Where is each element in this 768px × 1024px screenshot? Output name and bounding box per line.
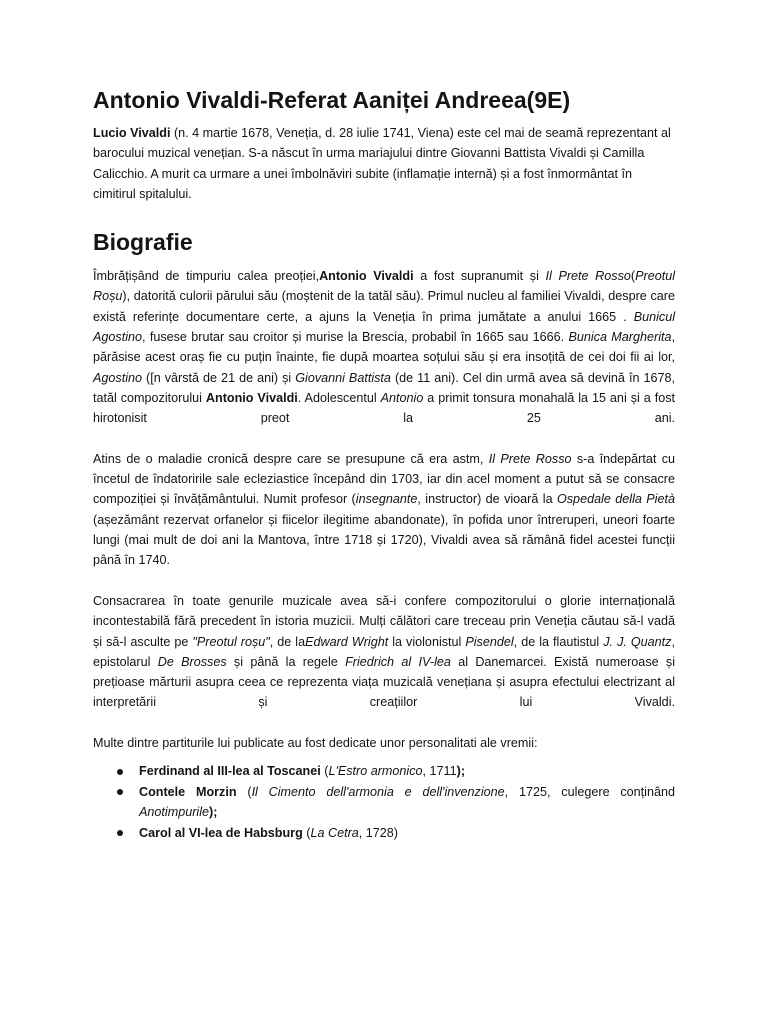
section-heading: Biografie (93, 229, 193, 256)
biography-paragraph (93, 449, 675, 571)
text-run: ), datorită culorii părului său (moștenit de la tatăl său). Primul nucleu al familiei Vivaldi, despre care există referințe documentare certe, a ajuns la Veneția în prima jumătate a anului 1665 . (93, 289, 675, 324)
text-run: Consacrarea în toate genurile muzicale avea să-i confere compozitorului o glorie internațională incontestabilă fără precedent în istoria muzicii. Mulți călători care treceau prin Veneția căutau să-l vadă și să-l asculte pe (93, 593, 675, 649)
bold-text: Contele Morzin (139, 784, 237, 799)
list-item (93, 823, 675, 844)
italic-text: Bunicul Agostino (93, 309, 675, 345)
text-run: ( (236, 784, 252, 799)
text-run: , 1728) (358, 825, 398, 840)
italic-text: Il Prete Rosso (545, 269, 631, 284)
text-run: , instructor) de vioară la (417, 492, 557, 507)
bold-text: ); (456, 764, 466, 779)
text-run: Îmbrățișând de timpuriu calea preoției, (93, 269, 320, 284)
intro-paragraph (93, 123, 675, 204)
text-run: , de la flautistul (513, 634, 604, 649)
italic-text: L'Estro armonico (328, 764, 423, 779)
bullet-icon (117, 769, 123, 775)
list-item (93, 782, 675, 823)
text-run: , de la (269, 634, 306, 649)
italic-text: J. J. Quantz (603, 634, 672, 649)
italic-text: De Brosses (157, 654, 227, 669)
text-run: . Adolescentul (297, 390, 381, 405)
italic-text: Antonio (380, 390, 424, 405)
list-item-text (139, 823, 675, 844)
bold-text: Ferdinand al III-lea al Toscanei (139, 764, 321, 779)
italic-text: Edward Wright (305, 634, 389, 649)
text-run: și până la regele (226, 654, 346, 669)
italic-text: Ospedale della Pietà (556, 492, 675, 507)
italic-text: Giovanni Battista (295, 370, 391, 385)
text-run: Atins de o maladie cronică despre care se presupune că era astm, (93, 451, 489, 466)
text-run: ( (302, 825, 311, 840)
text-run: la violonistul (388, 634, 466, 649)
italic-text: Agostino (93, 370, 143, 385)
text-run: , fusese brutar sau croitor și murise la Brescia, probabil în 1665 sau 1666. (142, 330, 569, 345)
text-run: , părăsise acest oraș fie cu puțin înainte, fie după moartea soțului său și era insoțită de cei doi fii ai lor, (93, 330, 675, 365)
italic-text: Anotimpurile (139, 805, 209, 820)
bold-text: Carol al VI-lea de Habsburg (139, 825, 303, 840)
text-run: , 1725, culegere conținând (504, 784, 675, 799)
list-item (93, 761, 675, 782)
document-page (93, 0, 675, 843)
list-intro: Multe dintre partiturile lui publicate au fost dedicate unor personalitati ale vremii: (93, 736, 538, 751)
bold-text: ); (209, 805, 218, 820)
text-run: (n. 4 martie 1678, Veneția, d. 28 iulie 1741, Viena) este cel mai de seamă reprezentant al barocului muzical venețian. S-a născut în urma mariajului dintre Giovanni Battista Vivaldi și Camilla Calicchio. A murit ca urmare a unei îmbolnăviri subite (inflamație internă) și a fost înmormântat în cimitirul spitalului. (93, 126, 671, 201)
italic-text: Il Cimento dell'armonia e dell'invenzione (251, 784, 505, 799)
italic-text: insegnante (355, 492, 418, 507)
bold-text: Antonio Vivaldi (319, 269, 414, 284)
list-item-text (139, 782, 675, 823)
text-run: ( (630, 269, 636, 284)
italic-text: Friedrich al IV-lea (345, 654, 451, 669)
biography-paragraph (93, 591, 675, 713)
text-run: (așezământ rezervat orfanelor și fiicelor ilegitime abandonate), în pofida unor întreruperi, uneori foarte lungi (mai mult de doi ani la Mantova, între 1718 și 1720), Vivaldi avea să rămână fidel acestei funcții până în 1740. (93, 512, 675, 568)
italic-text: La Cetra (310, 825, 359, 840)
biography-paragraph (93, 266, 675, 428)
list-item-text (139, 761, 675, 782)
text-run: ( (320, 764, 329, 779)
text-run: ([n vârstă de 21 de ani) și (142, 370, 296, 385)
italic-text: Bunica Margherita (568, 330, 672, 345)
italic-text: Preotul Roșu (93, 269, 675, 304)
bullet-icon (117, 830, 123, 836)
text-run: a fost supranumit și (413, 269, 546, 284)
bullet-icon (117, 789, 123, 795)
text-run: , 1711 (422, 764, 457, 779)
italic-text: Pisendel (465, 634, 514, 649)
text-run: a primit tonsura monahală la 15 ani și a fost hirotonisit preot la 25 ani. (93, 390, 675, 426)
text-run: s-a îndepărtat cu încetul de îndatoririle sale ecleziastice începând din 1703, iar din acel moment a putut să se consacre compoziției și învățământului. Numit profesor ( (93, 451, 675, 507)
text-run: , epistolarul (93, 634, 675, 669)
text-run: (de 11 ani). Cel din urmă avea să devină în 1678, tatăl compozitorului (93, 370, 675, 405)
bold-text: Antonio Vivaldi (205, 390, 298, 405)
document-title: Antonio Vivaldi-Referat Aaniței Andreea(9E) (93, 87, 571, 113)
italic-text: "Preotul roșu" (192, 634, 270, 649)
italic-text: Il Prete Rosso (488, 451, 572, 466)
text-run: al Danemarcei. Există numeroase și prețioase mărturii asupra ceea ce reprezenta viața muzicală venețiana și asupra efectului electrizant al interpretării și creațiilor lui Vivaldi. (93, 654, 676, 710)
bold-text: Lucio Vivaldi (93, 126, 171, 140)
dedications-list (93, 761, 675, 843)
